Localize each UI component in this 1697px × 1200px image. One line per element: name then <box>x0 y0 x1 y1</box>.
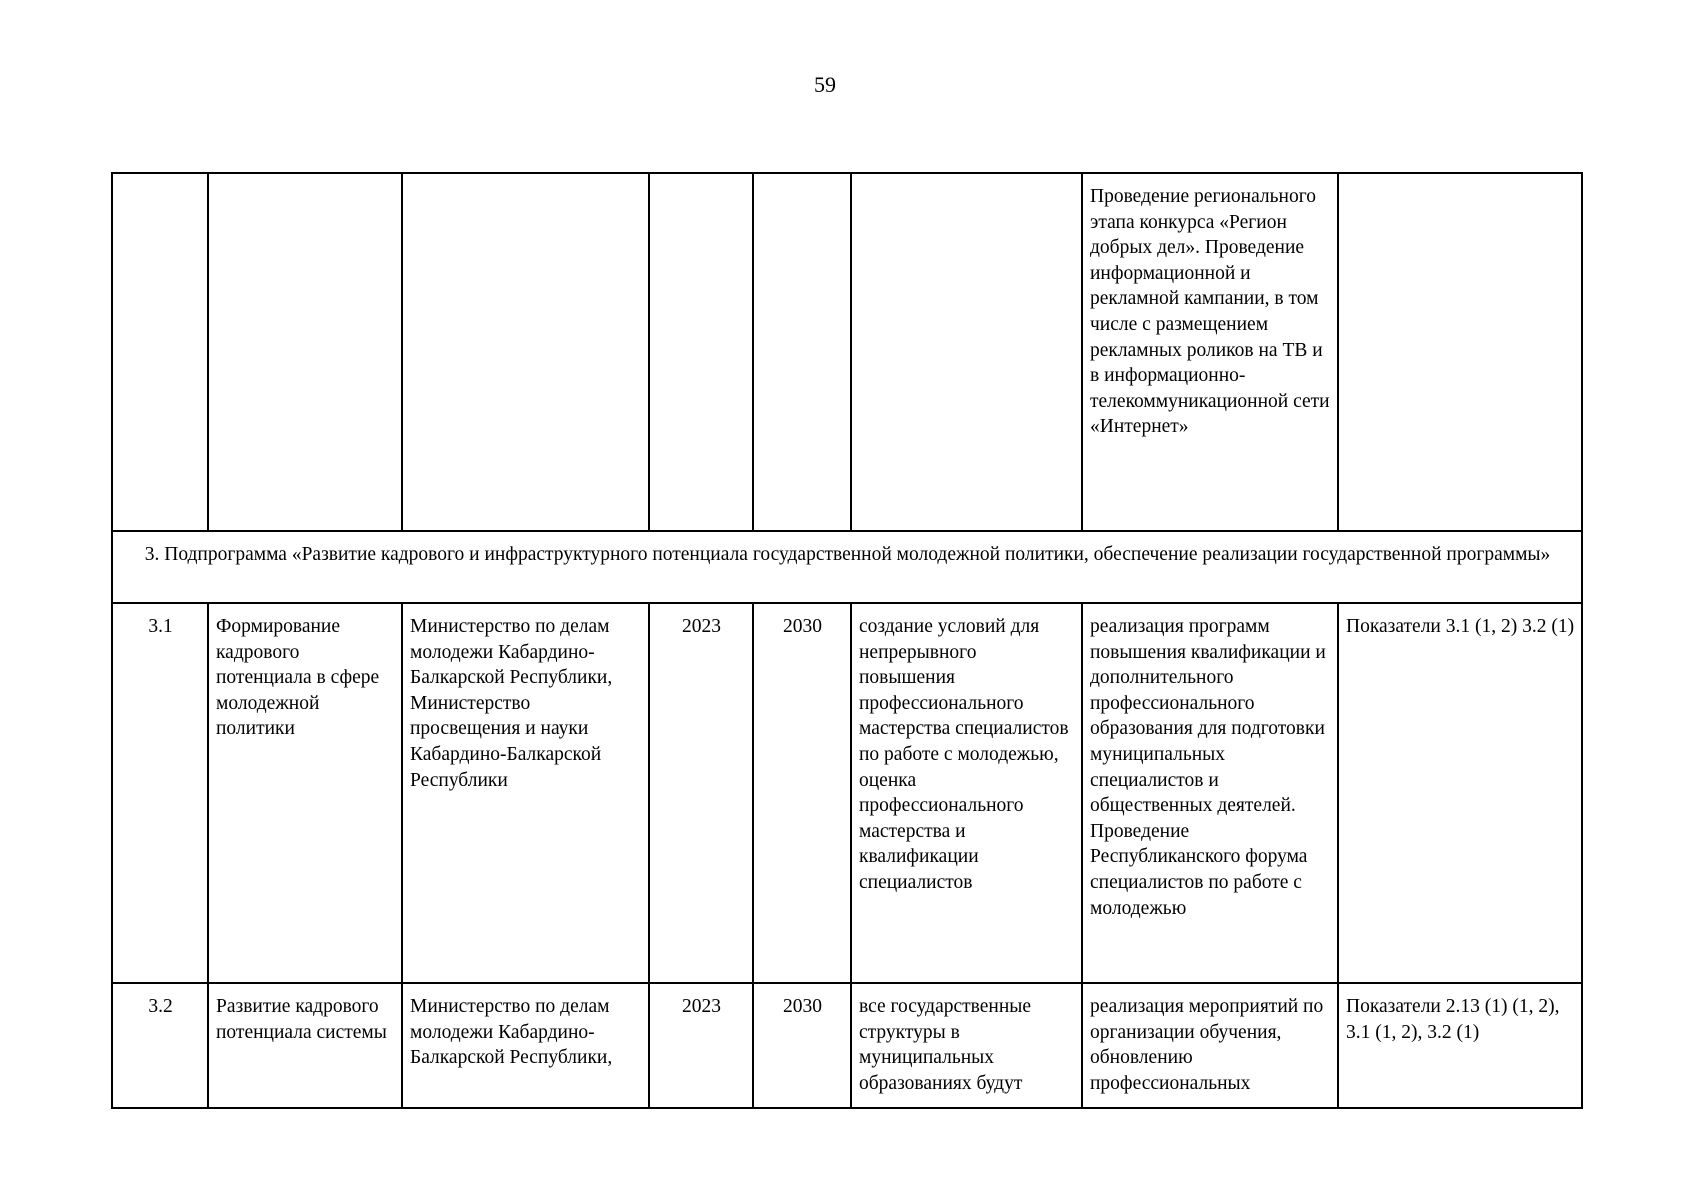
cell-start-empty <box>649 173 753 531</box>
section-header-row <box>112 531 1582 603</box>
cell-indicators: Показатели 3.1 (1, 2) 3.2 (1) <box>1338 603 1582 983</box>
cell-executor-empty <box>402 173 649 531</box>
section-title: 3. Подпрограмма «Развитие кадрового и инфраструктурного потенциала государственной молодежной политики, обеспечение реализации государственной программы» <box>112 531 1582 603</box>
cell-result: создание условий для непрерывного повышения профессионального мастерства специалистов по работе с молодежью, оценка профессионального мастерства и квалификации специалистов <box>851 603 1082 983</box>
cell-end-empty <box>753 173 851 531</box>
cell-activities: Проведение регионального этапа конкурса «Регион добрых дел». Проведение информационной и рекламной кампании, в том числе с размещением рекламных роликов на ТВ и в информационно-телекоммуникационной сети «Интернет» <box>1082 173 1338 531</box>
cell-activities: реализация программ повышения квалификации и дополнительного профессионального образования для подготовки муниципальных специалистов и общественных деятелей. Проведение Республиканского форума специалистов по работе с молодежью <box>1082 603 1338 983</box>
table-row-continued <box>112 173 1582 531</box>
cell-name: Формирование кадрового потенциала в сфере молодежной политики <box>208 603 402 983</box>
cell-result-empty <box>851 173 1082 531</box>
cell-num: 3.1 <box>112 603 208 983</box>
cell-start-year: 2023 <box>649 603 753 983</box>
program-table <box>111 172 1583 1109</box>
cell-start-year: 2023 <box>649 983 753 1108</box>
cell-indicators-empty <box>1338 173 1582 531</box>
cell-name: Развитие кадрового потенциала системы <box>208 983 402 1108</box>
page-number: 59 <box>814 72 836 97</box>
cell-executor: Министерство по делам молодежи Кабардино-Балкарской Республики, Министерство просвещения и науки Кабардино-Балкарской Республики <box>402 603 649 983</box>
cell-num: 3.2 <box>112 983 208 1108</box>
cell-result: все государственные структуры в муниципальных образованиях будут <box>851 983 1082 1108</box>
table-row <box>112 983 1582 1108</box>
cell-end-year: 2030 <box>753 983 851 1108</box>
cell-num-empty <box>112 173 208 531</box>
cell-end-year: 2030 <box>753 603 851 983</box>
cell-name-empty <box>208 173 402 531</box>
cell-activities: реализация мероприятий по организации обучения, обновлению профессиональных <box>1082 983 1338 1108</box>
cell-executor: Министерство по делам молодежи Кабардино-Балкарской Республики, <box>402 983 649 1108</box>
cell-indicators: Показатели 2.13 (1) (1, 2), 3.1 (1, 2), 3.2 (1) <box>1338 983 1582 1108</box>
table-row <box>112 603 1582 983</box>
